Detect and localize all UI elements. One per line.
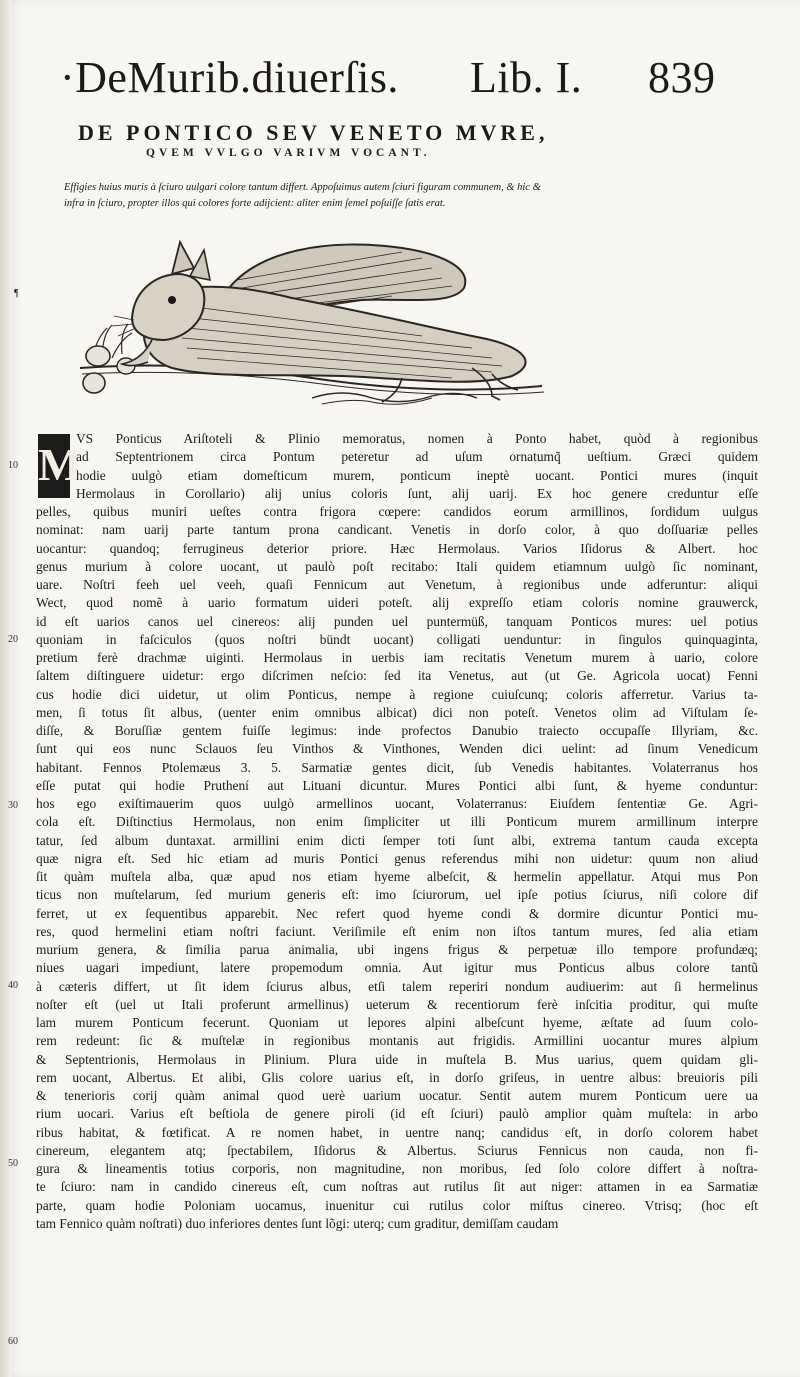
page-number: 839 (648, 53, 716, 102)
text-line: quæ nigra eſt. Sed hic etiam ad muris Pontici genus referendus mihi non uidetur: quum non aliud (36, 850, 758, 866)
line-number: 10 (8, 460, 18, 471)
chapter-subtitle: QVEM VVLGO VARIVM VOCANT. (146, 147, 431, 159)
book-number: Lib. I. (470, 53, 583, 102)
text-line: cinereum, elegantem atq; ſpectabilem, Iſidorus & Albertus. Sciurus Fennicus non cauda, non fi- (36, 1142, 758, 1158)
dropcap-initial: M (38, 434, 70, 498)
line-number: 30 (8, 800, 18, 811)
text-line: diſſe, & Boruſſiæ gentem fuiſſe legimus: inde profectos Danubio traiecto occupaſſe Illyriam, &c. (36, 723, 758, 738)
running-title: ·DeMurib.diuerſis. (60, 53, 399, 102)
text-line: à cæteris differt, ut ſit idem ſciurus albus, etſi talem reperiri nondum audiuerim: aut ſi hermelinus (36, 978, 758, 994)
text-line: ſit quàm muſtela alba, quæ apud nos etiam hyeme albeſcit, & hermelin appellatur. Atqui mus Pon (36, 869, 758, 884)
text-line: habitant. Fennos Ptolemæus 3. 5. Sarmatiæ gentes dicit, ſub Venedis habitantes. Volaterranus hos (36, 759, 758, 775)
text-line: gura & lineamentis totius corporis, non magnitudine, non moribus, ſed ſolo colore differt à noſtra- (36, 1161, 758, 1176)
text-line: men, ſi totus ſit albus, (uenter enim omnibus albicat) dici non poteſt. Venetos olim ad Viſtulam ſe- (36, 704, 758, 720)
text-line: hodie uulgò etiam domeſticum murem, ponticum ineptè uocant. Pontici mures (inquit (76, 467, 758, 483)
text-line: ribus habitat, & fœtificat. A re nomen habet, in uentre nanq; candidus eſt, in dorſo colorem habet (36, 1124, 758, 1140)
text-line: ticus non muſtelarum, ſed murium generis eſt: imo ſciurorum, uel ipſe potius ſciurus, niſi colore dif (36, 887, 758, 903)
text-line: & tenerioris corij quàm animal quod uerè uarium uocatur. Sentit autem murem Ponticum uere ua (36, 1088, 758, 1103)
text-line: nominat: nam uarij parte tantum prona candicant. Venetis in dorſo color, à quo doſſuariæ pelles (36, 522, 758, 538)
text-line: rem uocant, Albertus. Et alibi, Glis colore uarius eſt, in dorſo griſeus, in uentre albus: breuioris pili (36, 1069, 758, 1085)
text-line: hos ego exiſtimauerim quos uulgò armellinos uocant, Volaterranus: Eiuſdem ſententiæ Ge. Agri- (36, 796, 758, 811)
text-line: genus murium à colore uocant, ut paulò poſt recitabo: Itali quidem etiamnum uulgò ſic nominant, (36, 558, 758, 574)
text-line: id eſt uarios canos uel cinereos: alij punden uel puntermüß, tanquam Ponticos mures: uel potius (36, 613, 758, 629)
caption-line: infra in ſciuro, propter illos qui colores forte adijcient: aliter enim ſemel poſuiſſe ſatis erat. (64, 198, 446, 209)
squirrel-woodcut-illustration (72, 228, 552, 416)
line-number: 50 (8, 1158, 18, 1169)
text-line: pretium ferè drachmæ uiginti. Hermolaus in uerbis iam recitatis Venetum murem à uario, colore (36, 650, 758, 665)
text-line: ſunt qui eos nunc Sclauos ſeu Vinthos & Vinthones, Wenden dici uelint: ad ſinum Venedicum (36, 741, 758, 757)
text-line: murium genera, & ſimilia parua animalia, ubi ingens frigus & perpetuæ illo tempore profundæq; (36, 942, 758, 957)
text-line: noſter eſt (uel ut Itali proferunt armellinus) ueterum & recentiorum ferè inſcitia proditur, qui muſte (36, 996, 758, 1012)
text-line: te ſciuro: nam in candido cinereus eſt, cum noſtras aut rutilus ſit aut niger: attamen in ea Sarmatiæ (36, 1179, 758, 1195)
text-line: VS Ponticus Ariſtoteli & Plinio memoratus, nomen à Ponto habet, quòd à regionibus (76, 431, 758, 446)
text-line: niues uagari impediunt, latere propemodum omnia. Aut igitur mus Ponticus albus colore tantũ (36, 960, 758, 976)
caption-line: Effigies huius muris à ſciuro uulgari colore tantum differt. Appoſuimus autem ſciuri figuram communem, & hic & (64, 182, 541, 193)
text-line: tatur, ſed album duntaxat. armillini enim dicti ſemper toti ſunt albi, extrema tantum cauda excepta (36, 832, 758, 848)
text-line: res, quod hermelini etiam noſtri faciunt. Veriſimile eſt enim non iſtos tantum mures, ſed alia etiam (36, 923, 758, 939)
page-gutter (0, 0, 12, 1377)
text-line: uare. Noſtri feeh uel veeh, quaſi Fennicum aut Venetum, à regionibus unde adferuntur: aliqui (36, 577, 758, 592)
text-line: & Septentrionis, Hermolaus in Plinium. Plura uide in muſtela B. Mus uarius, quem quidam gli- (36, 1051, 758, 1067)
text-line: uocantur: quandoq; ferrugineus deterior priore. Hæc Hermolaus. Varios Iſidorus & Albert. hoc (36, 540, 758, 556)
text-line: rem redeunt: ſic & muſtelæ in regionibus montanis aut frigidis. Armillini uocantur mures alpium (36, 1033, 758, 1049)
margin-marker: ¶ (14, 288, 19, 299)
text-line: tam Fennico quàm noſtrati) duo inferiores dentes ſunt lõgi: uterq; cum graditur, demiſſam caudam (36, 1215, 559, 1231)
text-line: lam murem Ponticum fecerunt. Quoniam ut lepores alpini albeſcunt hyeme, æſtate ad ſuum colo- (36, 1015, 758, 1030)
text-line: cus hodie dici uidetur, ut olim Ponticus, nempe à regione cuiuſcunq; coloris afferretur. Varius ta- (36, 686, 758, 702)
text-line: quoniam in faſciculos (quos noſtri bündt uocant) colligati uenduntur: in ſingulos quinquaginta, (36, 631, 758, 647)
line-number: 40 (8, 980, 18, 991)
line-number: 60 (8, 1336, 18, 1347)
running-header (60, 52, 760, 112)
main-text (36, 430, 758, 1233)
text-line: eſſe putat qui hodie Pruthení aut Lituani dicuntur. Mures Pontici albi ſunt, & hyeme conduntur: (36, 777, 758, 793)
text-line: ſaltem diſtinguere uidetur: ergo diſcrimen neſcio: ſed ita Venetus, aut (ut Ge. Agricola uocat) Fenni (36, 668, 758, 684)
text-line: pelles, quibus muniri ueſtes contra frigora cœpere: candidos eorum armillinos, ſordidum uulgus (36, 504, 758, 519)
line-number: 20 (8, 634, 18, 645)
text-line: cola eſt. Diſtinctius Hermolaus, non enim ſimpliciter ut illi Ponticum murem armillinum interpre (36, 814, 758, 830)
text-line: parte, quam hodie Poloniam uocamus, inuenitur cui rutilus color miſtus cinereo. Vtrisq; (hoc eſt (36, 1197, 758, 1213)
text-line: Hermolaus in Corollario) alij unius coloris ſunt, alij uarij. Ex hoc genere creduntur eſſe (76, 485, 758, 501)
text-line: ad Septentrionem circa Pontum peteretur ad uſum ornatumq̃ ueſtium. Græci quidem (76, 449, 758, 465)
text-line: rium uocari. Varius eſt beſtiola de genere piroli (id eſt ſciuri) paulò amplior quàm muſtela: in arbo (36, 1106, 758, 1122)
figure-caption (64, 180, 624, 212)
text-line: Wect, quod nomẽ à uario formatum uideri poteſt. alij expreſſo etiam coloris nomine grauwerck, (36, 595, 758, 611)
text-line: ferret, ut ex ſequentibus apparebit. Nec refert quod hyeme condi & dormire dicuntur Pontici mu- (36, 905, 758, 921)
chapter-title: DE PONTICO SEV VENETO MVRE, (78, 120, 549, 145)
